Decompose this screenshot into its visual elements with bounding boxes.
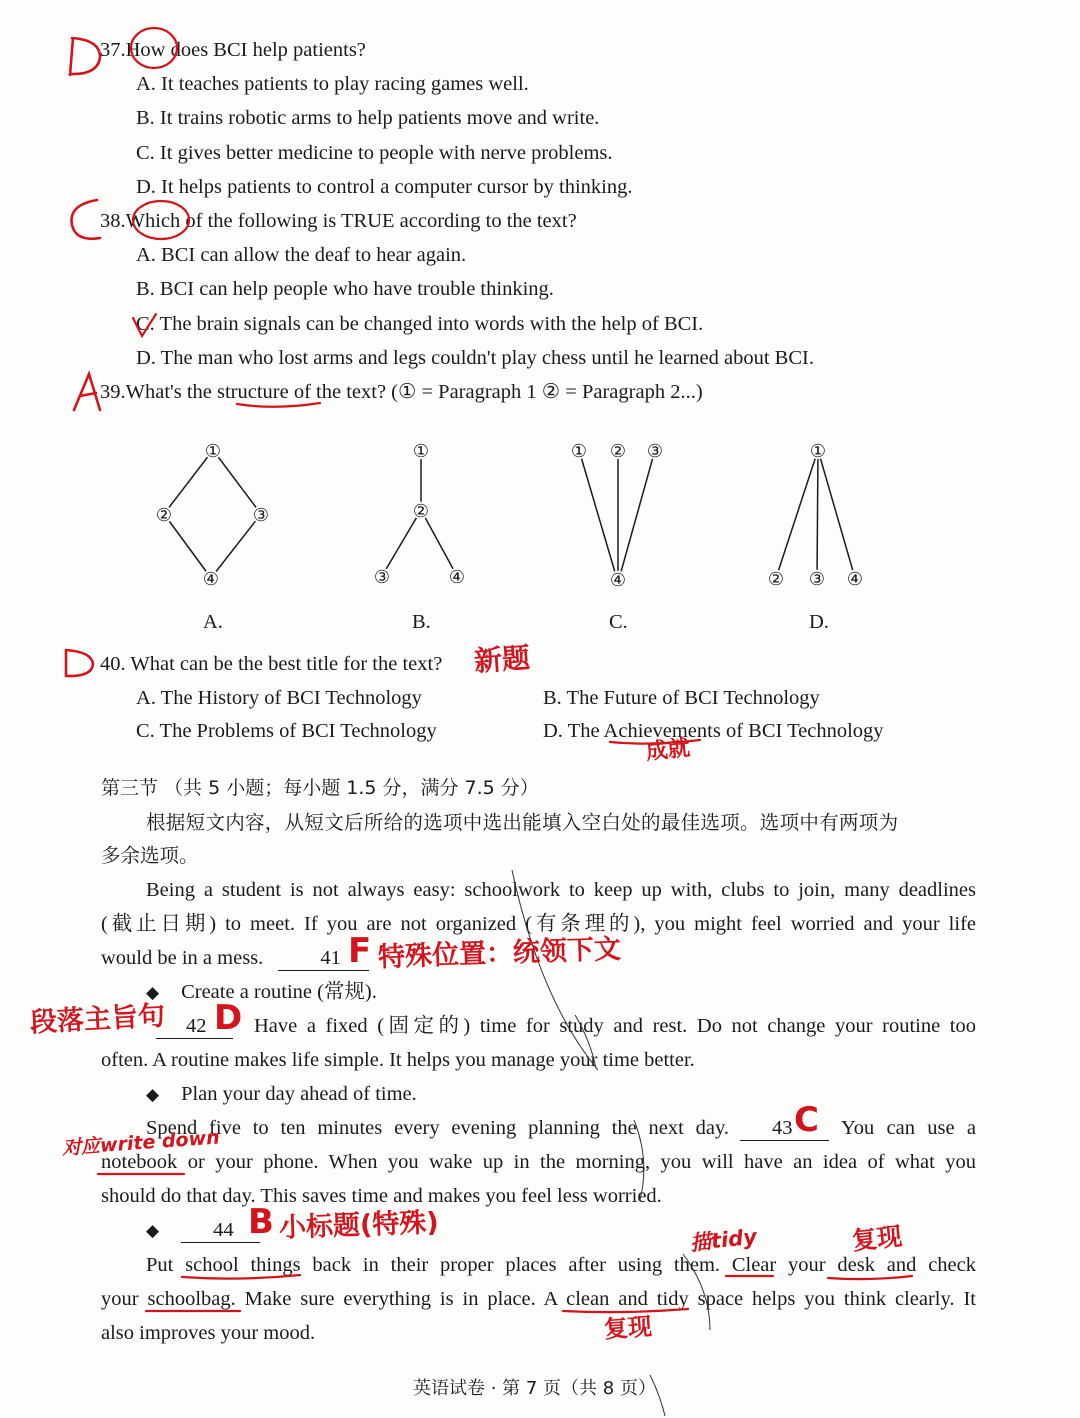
check-icon: [133, 314, 156, 336]
answer-44: B: [248, 1202, 274, 1242]
p4-line1: Put school things back in their proper places after using them. Clear your desk and check: [146, 1254, 976, 1276]
note-clean: 复现: [603, 1312, 653, 1344]
q38-option-c: C. The brain signals can be changed into words with the help of BCI.: [136, 313, 704, 335]
answer-D-40: [66, 650, 93, 676]
node-a-1: ①: [204, 441, 222, 462]
note-42-prefix: 段落主旨句: [29, 1000, 166, 1039]
node-c-1: ①: [570, 441, 588, 462]
q38-number: 38.: [100, 210, 126, 232]
circle-mark: [131, 28, 177, 68]
diagram-d-label: D.: [809, 611, 829, 633]
answer-A-39: [74, 374, 100, 410]
note-desk: 复现: [850, 1221, 904, 1256]
node-a-2: ②: [155, 505, 173, 526]
p2-line2: often. A routine makes life simple. It helps you manage your time better.: [101, 1049, 695, 1071]
underline-mark: [828, 1276, 912, 1279]
note-44: 小标题(特殊): [278, 1207, 440, 1244]
q40-stem-text: What can be the best title for the text?: [130, 653, 443, 675]
q37-stem-text: How does BCI help patients?: [125, 39, 366, 61]
p3-line2: notebook or your phone. When you wake up in the morning, you will have an idea of what you: [101, 1151, 976, 1173]
node-d-2: ②: [767, 569, 785, 590]
node-c-2: ②: [609, 441, 627, 462]
bullet-1-text: Create a routine (常规).: [181, 981, 377, 1003]
diagram-b-label: B.: [412, 611, 431, 633]
q39-stem-text: What's the structure of the text? (① = Paragraph 1 ② = Paragraph 2...): [125, 381, 703, 403]
node-b-4: ④: [448, 567, 466, 588]
q39-number: 39.: [100, 381, 126, 403]
p2-line1: Have a fixed (固定的) time for study and rest. Do not change your routine too: [254, 1015, 976, 1037]
note-notebook: 对应write down: [61, 1126, 221, 1160]
answer-41: F: [348, 931, 372, 971]
p4-line2: your schoolbag. Make sure everything is in place. A clean and tidy space helps you think clearly. It: [101, 1288, 976, 1310]
blank-43[interactable]: 43: [740, 1118, 829, 1141]
node-b-2: ②: [412, 501, 430, 522]
blank-44[interactable]: 44: [181, 1220, 260, 1243]
note-new-title: 新题: [472, 641, 532, 678]
p1-line2: (截止日期) to meet. If you are not organized (有条理的), you might feel worried and your life: [101, 913, 976, 935]
answer-D-37: [70, 38, 100, 75]
node-a-4: ④: [202, 569, 220, 590]
diamond-bullet-icon: ◆: [146, 1085, 160, 1104]
blank-42[interactable]: 42: [156, 1016, 233, 1039]
q37-number: 37.: [100, 39, 126, 61]
q40-number: 40.: [100, 653, 126, 675]
q37-option-a: A. It teaches patients to play racing games well.: [136, 73, 529, 95]
q38-option-b: B. BCI can help people who have trouble thinking.: [136, 278, 554, 300]
node-c-3: ③: [646, 441, 664, 462]
q38-stem-text: Which of the following is TRUE according to the text?: [125, 210, 577, 232]
node-b-3: ③: [373, 567, 391, 588]
answer-C-38: [72, 200, 100, 239]
p3-line1: Spend five to ten minutes every evening planning the next day.: [146, 1117, 729, 1139]
circle-mark: [133, 201, 189, 239]
note-tidy: 描tidy: [688, 1224, 758, 1256]
page-footer: 英语试卷 · 第 7 页（共 8 页）: [413, 1378, 656, 1399]
p3-line3: should do that day. This saves time and makes you feel less worried.: [101, 1185, 662, 1207]
note-41: 特殊位置：统领下文: [377, 933, 622, 974]
diamond-bullet-icon: ◆: [146, 983, 160, 1002]
underline-mark: [237, 403, 320, 407]
p1-line3-text: would be in a mess.: [101, 947, 264, 969]
q40-option-b: B. The Future of BCI Technology: [543, 687, 820, 709]
section3-instruction-1: 根据短文内容，从短文后所给的选项中选出能填入空白处的最佳选项。选项中有两项为: [146, 811, 899, 834]
q40-option-d: D. The Achievements of BCI Technology: [543, 720, 884, 742]
answer-43: C: [794, 1100, 819, 1140]
bullet-2-text: Plan your day ahead of time.: [181, 1083, 417, 1105]
q37-option-d: D. It helps patients to control a computer cursor by thinking.: [136, 176, 633, 198]
node-d-4: ④: [846, 569, 864, 590]
p4-line3: also improves your mood.: [101, 1322, 316, 1344]
q38-option-a: A. BCI can allow the deaf to hear again.: [136, 244, 467, 266]
underline-mark: [182, 1275, 300, 1279]
q40-option-a: A. The History of BCI Technology: [136, 687, 422, 709]
p3-line1-end: You can use a: [841, 1117, 976, 1139]
node-a-3: ③: [252, 505, 270, 526]
node-c-4: ④: [609, 570, 627, 591]
answer-42: D: [214, 998, 243, 1038]
diamond-bullet-icon: ◆: [146, 1221, 160, 1240]
note-achievements: 成就: [644, 735, 692, 766]
blank-41[interactable]: 41: [278, 948, 369, 971]
node-d-3: ③: [808, 569, 826, 590]
p1-line1: Being a student is not always easy: schoolwork to keep up with, clubs to join, many deadlines: [146, 879, 976, 901]
q40-option-c: C. The Problems of BCI Technology: [136, 720, 437, 742]
q37-option-c: C. It gives better medicine to people with nerve problems.: [136, 142, 613, 164]
underline-mark: [563, 1309, 688, 1312]
node-b-1: ①: [412, 441, 430, 462]
section3-instruction-2: 多余选项。: [101, 844, 199, 867]
section3-heading: 第三节 （共 5 小题；每小题 1.5 分，满分 7.5 分）: [101, 777, 539, 799]
node-d-1: ①: [809, 441, 827, 462]
diagram-c-label: C.: [609, 611, 628, 633]
q37-option-b: B. It trains robotic arms to help patients move and write.: [136, 107, 600, 129]
q38-option-d: D. The man who lost arms and legs couldn't play chess until he learned about BCI.: [136, 347, 814, 369]
diagram-a-label: A.: [203, 611, 223, 633]
